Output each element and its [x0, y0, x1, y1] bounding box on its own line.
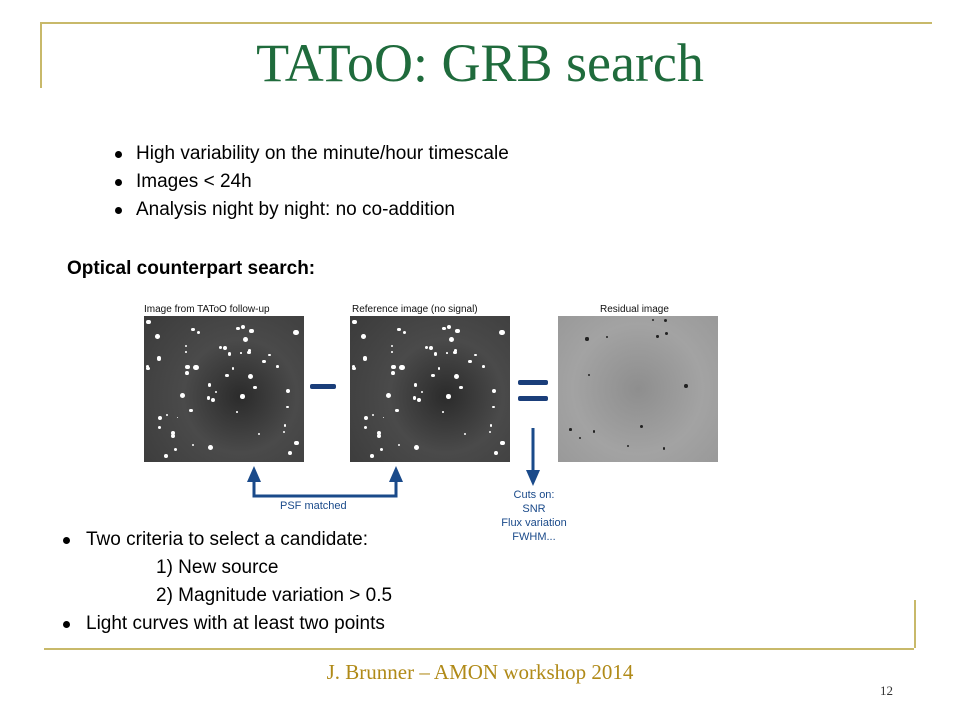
cuts-label — [494, 488, 574, 544]
label-followup: Image from TAToO follow-up — [144, 304, 270, 315]
psf-bracket-line — [254, 480, 396, 496]
top-bullet-list — [112, 140, 509, 224]
subheading: Optical counterpart search: — [67, 258, 316, 279]
cuts-line: Cuts on: — [513, 489, 555, 501]
footer-text: J. Brunner – AMON workshop 2014 — [326, 660, 634, 684]
criteria-item-2: 2) Magnitude variation > 0.5 — [156, 585, 393, 606]
frame-bottom-line — [44, 648, 914, 650]
page-number: 12 — [880, 683, 893, 698]
cuts-line: Flux variation — [501, 517, 567, 529]
label-residual: Residual image — [600, 304, 669, 315]
cuts-line: FWHM... — [512, 531, 556, 543]
criteria-light-curves: Light curves with at least two points — [60, 610, 392, 638]
subtraction-diagram — [140, 300, 720, 550]
label-reference: Reference image (no signal) — [352, 304, 478, 315]
bullet-images: Images < 24h — [112, 168, 509, 196]
cuts-line: SNR — [522, 503, 546, 515]
cuts-arrow-head — [526, 470, 540, 486]
diagram-arrows — [140, 300, 720, 550]
psf-arrow-right — [389, 466, 403, 482]
frame-top-line — [40, 22, 932, 24]
criteria-list — [60, 526, 392, 638]
psf-matched-label: PSF matched — [280, 500, 347, 512]
bullet-variability: High variability on the minute/hour timescale — [112, 140, 509, 168]
criteria-intro: Two criteria to select a candidate: — [60, 526, 392, 554]
criteria-item-1: 1) New source — [156, 557, 279, 578]
slide-title: TAToO: GRB search — [256, 33, 704, 93]
frame-right-line — [914, 600, 916, 648]
bullet-analysis: Analysis night by night: no co-addition — [112, 196, 509, 224]
psf-arrow-left — [247, 466, 261, 482]
